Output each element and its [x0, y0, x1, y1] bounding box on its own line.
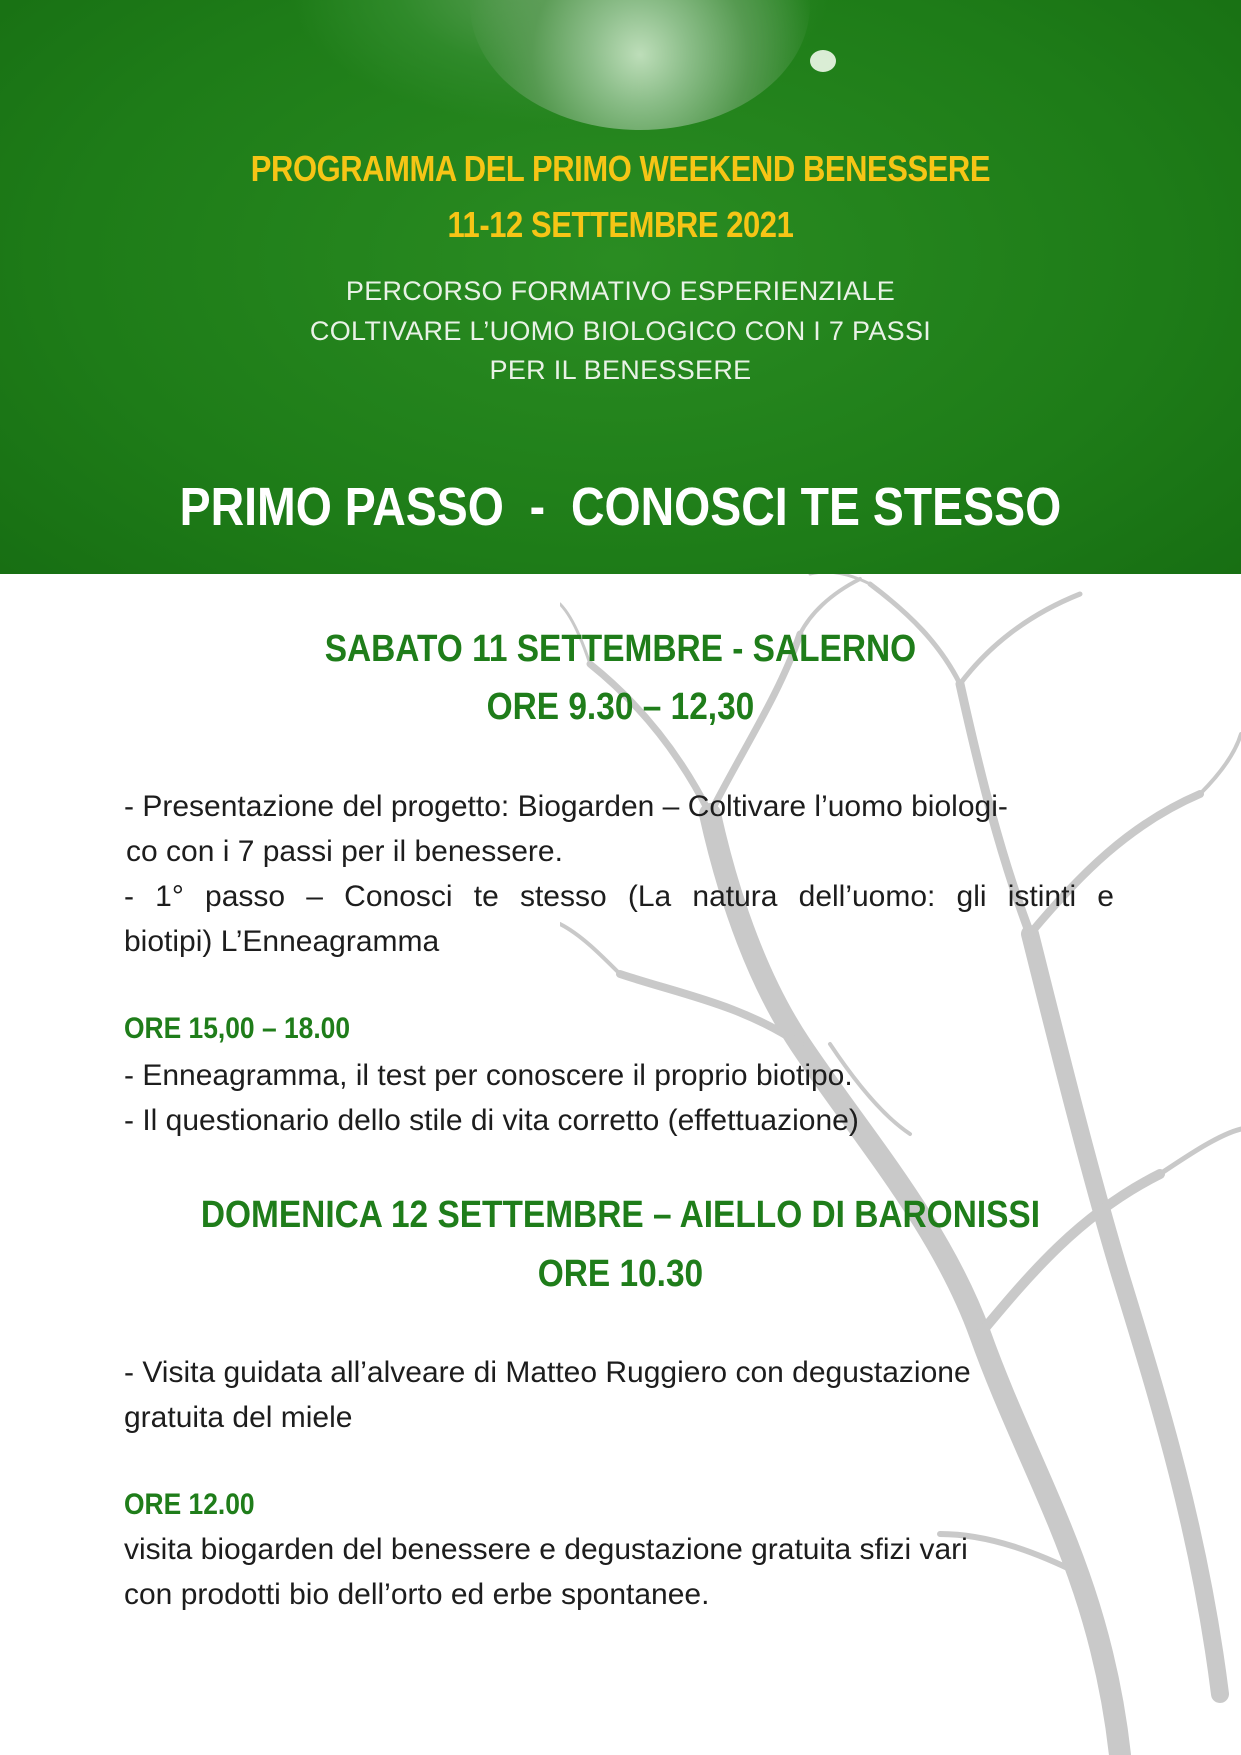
subtitle-line-1: PERCORSO FORMATIVO ESPERIENZIALE — [345, 276, 896, 306]
water-drop-highlight — [810, 50, 836, 72]
program-dates: 11-12 SETTEMBRE 2021 — [447, 204, 794, 245]
step-title: PRIMO PASSO - CONOSCI TE STESSO — [179, 477, 1062, 537]
list-item: gratuita del miele — [124, 1401, 353, 1434]
water-drop-image — [470, 0, 810, 130]
program-title: PROGRAMMA DEL PRIMO WEEKEND BENESSERE — [250, 148, 991, 189]
list-item: - Enneagramma, il test per conoscere il proprio biotipo. — [124, 1059, 853, 1092]
sunday-morning-list — [124, 1350, 1114, 1440]
list-item: - Presentazione del progetto: Biogarden – Coltivare l’uomo biologi- — [124, 790, 1008, 823]
sunday-noon-list — [124, 1527, 1114, 1617]
list-item: - 1° passo – Conosci te stesso (La natura dell’uomo: gli istinti e — [124, 880, 1114, 913]
list-item: biotipi) L’Enneagramma — [124, 925, 440, 958]
sunday-time: ORE 10.30 — [537, 1253, 704, 1295]
header-banner — [0, 0, 1241, 574]
list-item: visita biogarden del benessere e degustazione gratuita sfizi vari — [124, 1533, 968, 1566]
saturday-heading: SABATO 11 SETTEMBRE - SALERNO — [324, 628, 917, 670]
saturday-morning-list — [124, 784, 1114, 964]
list-item: - Il questionario dello stile di vita corretto (effettuazione) — [124, 1104, 859, 1137]
subtitle-line-2: COLTIVARE L’UOMO BIOLOGICO CON I 7 PASSI — [309, 316, 932, 346]
subtitle-line-3: PER IL BENESSERE — [489, 355, 752, 385]
saturday-time: ORE 9.30 – 12,30 — [486, 686, 755, 728]
sunday-heading: DOMENICA 12 SETTEMBRE – AIELLO DI BARONISSI — [200, 1194, 1041, 1236]
list-item: con prodotti bio dell’orto ed erbe spontanee. — [124, 1578, 710, 1611]
list-item: co con i 7 passi per il benessere. — [126, 835, 563, 868]
list-item: - Visita guidata all’alveare di Matteo Ruggiero con degustazione — [124, 1356, 971, 1389]
sunday-noon-time: ORE 12.00 — [124, 1488, 255, 1521]
saturday-afternoon-time: ORE 15,00 – 18.00 — [124, 1012, 351, 1045]
saturday-afternoon-list — [124, 1053, 1114, 1143]
